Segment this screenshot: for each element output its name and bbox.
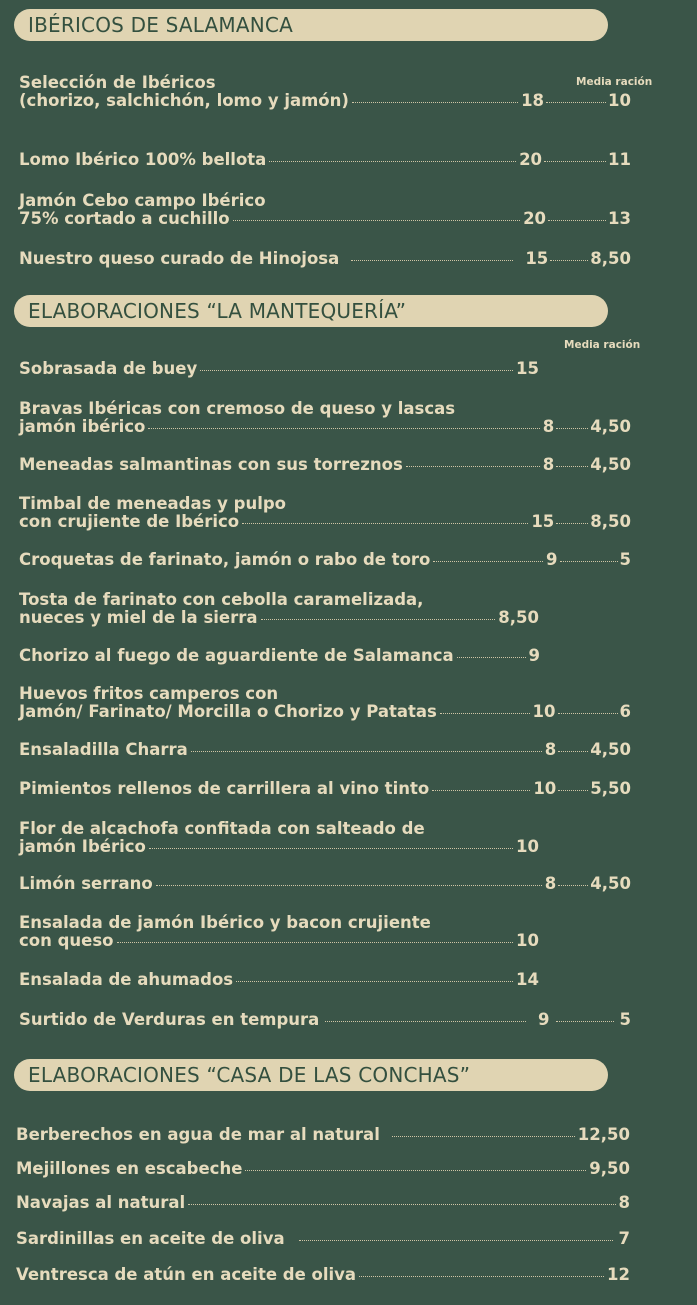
dot-leader (351, 259, 513, 261)
item-price: 8 (618, 1193, 630, 1212)
item-price: 14 (516, 970, 539, 989)
item-name: Flor de alcachofa confitada con salteado de (19, 819, 425, 838)
dot-leader (325, 1020, 526, 1022)
item-price: 20 (523, 209, 547, 228)
dot-leader (117, 941, 514, 943)
menu-item (19, 1011, 631, 1029)
dot-leader (200, 369, 513, 371)
dot-leader (191, 750, 542, 752)
item-price: 10 (516, 837, 539, 856)
item-half-price: 5 (619, 550, 631, 569)
item-name: Meneadas salmantinas con sus torreznos (19, 455, 403, 474)
menu-item (19, 820, 539, 856)
item-name: Timbal de meneadas y pulpo (19, 494, 287, 513)
menu-item (19, 400, 631, 436)
item-price: 20 (519, 150, 543, 169)
menu-item (19, 250, 631, 268)
dot-leader (457, 656, 526, 658)
item-price: 15 (516, 359, 539, 378)
menu-item (19, 685, 631, 721)
item-half-price: 13 (608, 209, 631, 228)
item-price: 15 (525, 249, 549, 268)
dot-leader (149, 847, 513, 849)
item-name: Tosta de farinato con cebolla caramelizada, (19, 590, 424, 609)
dot-leader (548, 220, 606, 221)
section-header: ELABORACIONES “CASA DE LAS CONCHAS” (14, 1059, 608, 1091)
dot-leader (546, 102, 606, 103)
item-price: 9 (546, 550, 558, 569)
item-name-cont: con queso (19, 931, 114, 950)
item-name: Limón serrano (19, 874, 153, 893)
item-price: 8 (542, 455, 555, 474)
item-price: 15 (531, 512, 555, 531)
item-price: 12,50 (577, 1125, 630, 1144)
dot-leader (432, 789, 530, 791)
item-price: 18 (521, 91, 545, 110)
item-price: 8 (542, 417, 555, 436)
item-half-price: 11 (608, 150, 631, 169)
menu-item (19, 192, 631, 228)
dot-leader (233, 219, 520, 221)
item-name: Ensalada de jamón Ibérico y bacon crujiente (19, 913, 431, 932)
menu-item (16, 1230, 630, 1248)
item-name: Selección de Ibéricos (19, 73, 216, 92)
menu-item (16, 1126, 630, 1144)
item-price: 9,50 (589, 1159, 630, 1178)
item-half-price: 8,50 (590, 512, 631, 531)
item-name-cont: 75% cortado a cuchillo (19, 209, 230, 228)
dot-leader (550, 260, 588, 261)
menu-item (19, 74, 631, 110)
item-name: Ensalada de ahumados (19, 970, 234, 989)
item-half-price: 4,50 (590, 417, 631, 436)
menu-item (19, 495, 631, 531)
menu-item (19, 875, 631, 893)
dot-leader (269, 160, 516, 162)
dot-leader (406, 465, 540, 467)
item-name-cont: nueces y miel de la sierra (19, 608, 258, 627)
item-name: Jamón Cebo campo Ibérico (19, 191, 266, 210)
item-price: 8 (544, 740, 557, 759)
dot-leader (359, 1275, 604, 1277)
item-name: Navajas al natural (16, 1193, 186, 1212)
item-half-price: 4,50 (590, 740, 631, 759)
item-half-price: 4,50 (590, 455, 631, 474)
item-name: Croquetas de farinato, jamón o rabo de toro (19, 550, 431, 569)
item-half-price: 5,50 (590, 779, 631, 798)
menu-item (16, 1194, 630, 1212)
menu-item (19, 151, 631, 169)
item-price: 10 (532, 702, 556, 721)
item-price: 8,50 (498, 608, 539, 627)
dot-leader (556, 1021, 614, 1022)
menu-item (16, 1266, 630, 1284)
menu-item (19, 780, 631, 798)
dot-leader (245, 1169, 586, 1171)
dot-leader (544, 161, 606, 162)
item-name-cont: Jamón/ Farinato/ Morcilla o Chorizo y Patatas (19, 702, 437, 721)
item-half-price: 4,50 (590, 874, 631, 893)
dot-leader (556, 466, 588, 467)
menu-item (19, 551, 631, 569)
section-header: IBÉRICOS DE SALAMANCA (14, 9, 608, 41)
dot-leader (299, 1239, 613, 1241)
item-price: 8 (544, 874, 557, 893)
dot-leader (558, 713, 618, 714)
dot-leader (392, 1135, 575, 1137)
half-portion-label: Media ración (564, 339, 641, 351)
item-price: 10 (533, 779, 557, 798)
item-half-price: 10 (608, 91, 631, 110)
item-name-cont: jamón ibérico (19, 417, 146, 436)
dot-leader (188, 1203, 615, 1205)
menu-item (19, 647, 540, 665)
dot-leader (560, 561, 618, 562)
menu-item (19, 741, 631, 759)
item-name: Ventresca de atún en aceite de oliva (16, 1265, 357, 1284)
item-name: Huevos fritos camperos con (19, 684, 279, 703)
dot-leader (558, 790, 588, 791)
item-half-price: 5 (619, 1010, 631, 1029)
menu-item (19, 914, 539, 950)
item-price: 9 (528, 646, 540, 665)
dot-leader (352, 101, 518, 103)
item-name: Nuestro queso curado de Hinojosa (19, 249, 340, 268)
item-name: Mejillones en escabeche (16, 1159, 243, 1178)
item-name-cont: (chorizo, salchichón, lomo y jamón) (19, 91, 349, 110)
menu-item (19, 971, 539, 989)
item-price: 7 (618, 1229, 630, 1248)
dot-leader (156, 884, 542, 886)
item-price: 9 (538, 1010, 550, 1029)
item-name: Chorizo al fuego de aguardiente de Salamanca (19, 646, 454, 665)
dot-leader (261, 618, 496, 620)
menu-item (19, 456, 631, 474)
menu-item (19, 591, 539, 627)
menu-item (16, 1160, 630, 1178)
dot-leader (558, 885, 588, 886)
dot-leader (433, 560, 543, 562)
item-name: Sardinillas en aceite de oliva (16, 1229, 285, 1248)
item-name: Berberechos en agua de mar al natural (16, 1125, 380, 1144)
item-name-cont: con crujiente de Ibérico (19, 512, 240, 531)
item-name: Bravas Ibéricas con cremoso de queso y lascas (19, 399, 456, 418)
item-price: 10 (516, 931, 539, 950)
dot-leader (148, 427, 539, 429)
item-half-price: 6 (619, 702, 631, 721)
dot-leader (242, 522, 528, 524)
dot-leader (558, 751, 588, 752)
half-portion-label: Media ración (576, 76, 653, 88)
section-header: ELABORACIONES “LA MANTEQUERÍA” (14, 295, 608, 327)
dot-leader (556, 428, 588, 429)
item-name: Lomo Ibérico 100% bellota (19, 150, 267, 169)
dot-leader (440, 712, 530, 714)
item-name: Surtido de Verduras en tempura (19, 1010, 320, 1029)
item-half-price: 8,50 (590, 249, 631, 268)
dot-leader (236, 980, 513, 982)
menu-item (19, 360, 539, 378)
item-name: Ensaladilla Charra (19, 740, 188, 759)
item-name-cont: jamón Ibérico (19, 837, 146, 856)
item-price: 12 (607, 1265, 630, 1284)
item-name: Sobrasada de buey (19, 359, 198, 378)
dot-leader (556, 523, 588, 524)
item-name: Pimientos rellenos de carrillera al vino tinto (19, 779, 430, 798)
